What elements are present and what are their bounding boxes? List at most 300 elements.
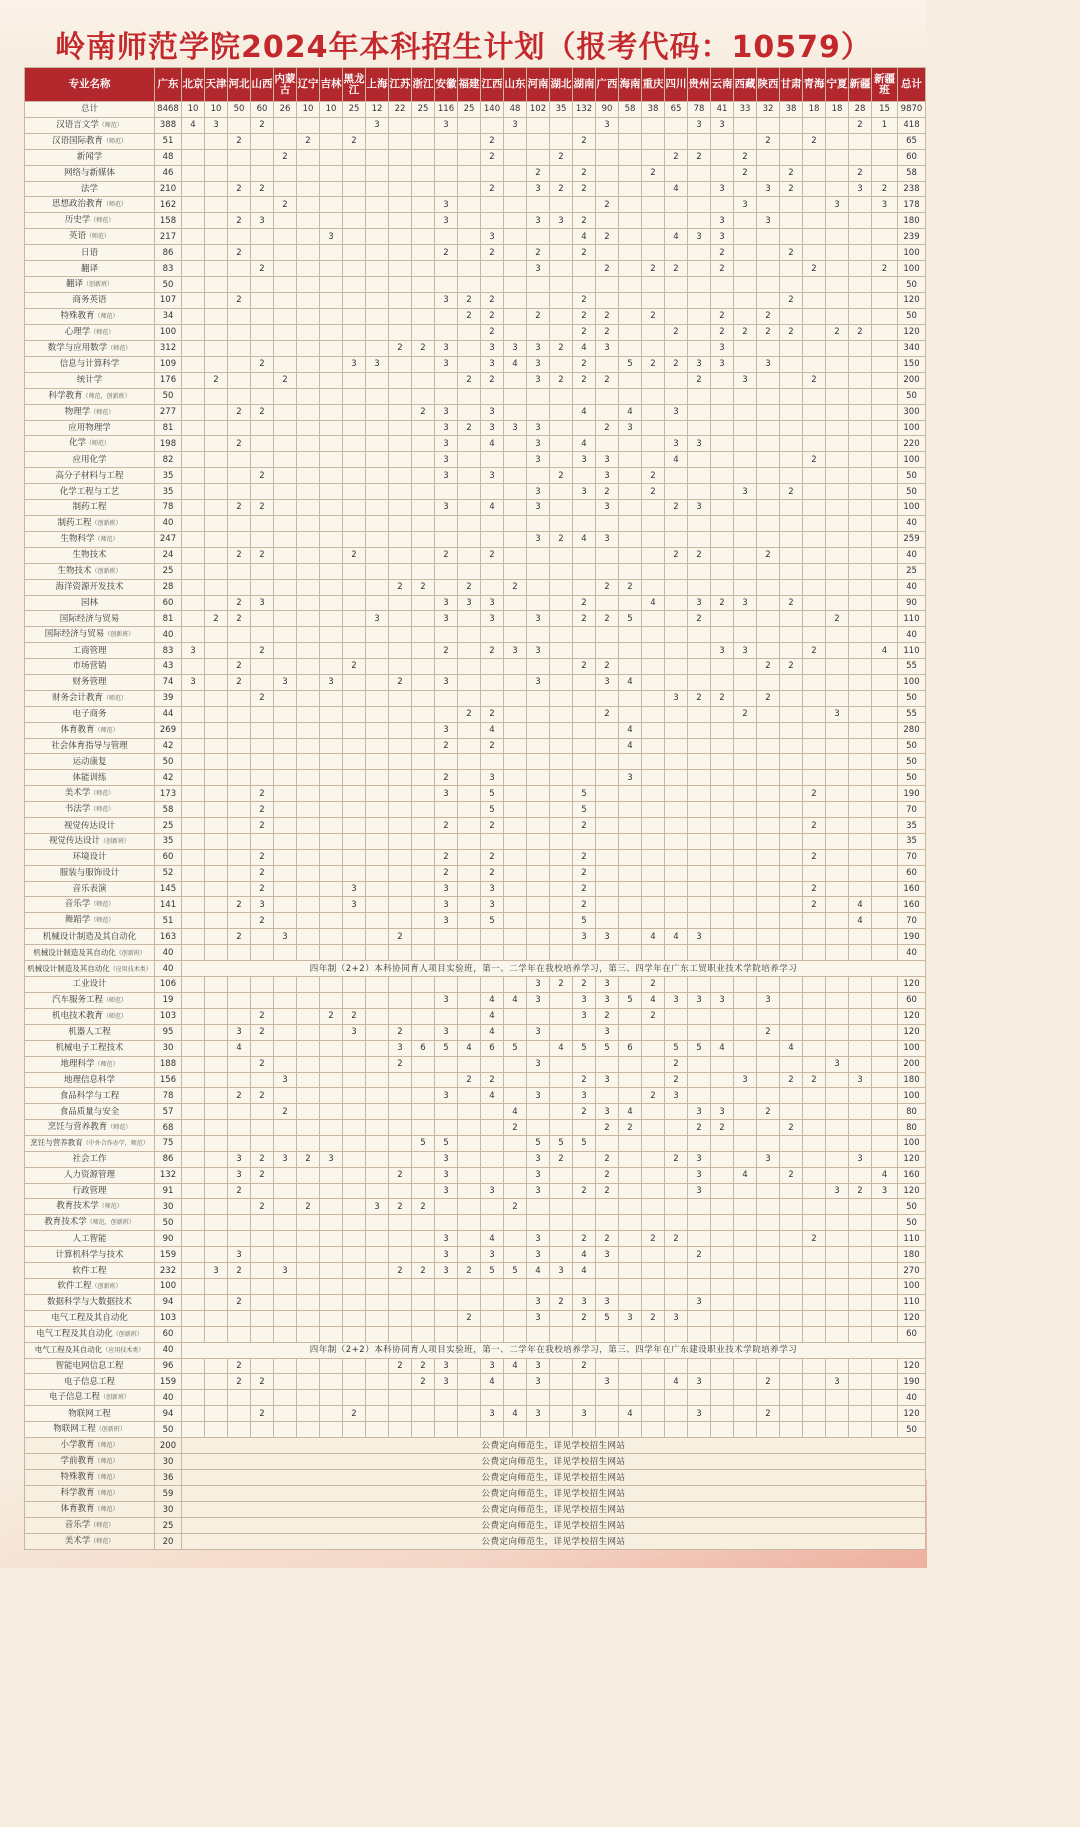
quota-cell (550, 1278, 573, 1294)
quota-cell (366, 1406, 389, 1422)
quota-cell (251, 277, 274, 293)
quota-cell (297, 802, 320, 818)
quota-cell (665, 595, 688, 611)
quota-cell (343, 165, 366, 181)
quota-cell (665, 1024, 688, 1040)
quota-cell (297, 293, 320, 309)
table-row (25, 1199, 926, 1215)
quota-cell: 103 (155, 1310, 182, 1326)
quota-cell: 4 (642, 595, 665, 611)
quota-cell (780, 1422, 803, 1438)
quota-cell (619, 659, 642, 675)
quota-cell (665, 468, 688, 484)
quota-cell (481, 1056, 504, 1072)
quota-cell (849, 1024, 872, 1040)
quota-cell (481, 690, 504, 706)
quota-cell (757, 1088, 780, 1104)
quota-cell: 3 (435, 786, 458, 802)
quota-cell: 28 (155, 579, 182, 595)
quota-cell (573, 149, 596, 165)
quota-cell (481, 929, 504, 945)
quota-cell (872, 356, 898, 372)
quota-cell (826, 1326, 849, 1342)
quota-cell (642, 149, 665, 165)
quota-cell: 4 (550, 1040, 573, 1056)
quota-cell: 2 (573, 213, 596, 229)
major-suffix: （创新班） (95, 1426, 126, 1434)
quota-cell (481, 833, 504, 849)
quota-cell (228, 913, 251, 929)
quota-cell (412, 149, 435, 165)
table-row (25, 1294, 926, 1310)
quota-cell (642, 738, 665, 754)
quota-cell: 2 (642, 977, 665, 993)
quota-cell (182, 977, 205, 993)
table-row (25, 1454, 926, 1470)
quota-cell: 2 (803, 818, 826, 834)
quota-cell: 3 (596, 499, 619, 515)
major-name-cell (25, 1438, 155, 1454)
row-total-cell: 70 (898, 802, 926, 818)
table-row (25, 706, 926, 722)
major-suffix: （师范） (107, 344, 132, 352)
major-name: 人工智能 (72, 1233, 107, 1244)
quota-cell (872, 229, 898, 245)
quota-cell (803, 404, 826, 420)
quota-cell (550, 611, 573, 627)
major-name-cell (25, 913, 155, 929)
quota-cell (711, 1294, 734, 1310)
quota-cell (504, 1167, 527, 1183)
major-name-cell (25, 818, 155, 834)
quota-cell (343, 1136, 366, 1152)
quota-cell (343, 1040, 366, 1056)
quota-cell (734, 754, 757, 770)
quota-cell: 2 (228, 133, 251, 149)
quota-cell: 3 (435, 1167, 458, 1183)
quota-cell (366, 754, 389, 770)
quota-cell (596, 1056, 619, 1072)
quota-cell (757, 786, 780, 802)
quota-cell (803, 977, 826, 993)
quota-cell: 4 (527, 1263, 550, 1279)
major-name-cell (25, 611, 155, 627)
quota-cell (849, 1310, 872, 1326)
quota-cell (481, 515, 504, 531)
quota-cell: 2 (780, 324, 803, 340)
quota-cell (366, 1231, 389, 1247)
quota-cell (435, 1406, 458, 1422)
quota-cell (343, 1120, 366, 1136)
column-header-region: 吉林 (320, 68, 343, 102)
quota-cell: 2 (274, 1104, 297, 1120)
quota-cell (366, 1183, 389, 1199)
quota-cell (205, 881, 228, 897)
quota-cell (711, 1358, 734, 1374)
quota-cell (665, 1326, 688, 1342)
quota-cell: 3 (665, 992, 688, 1008)
quota-cell: 4 (504, 992, 527, 1008)
quota-cell (389, 1151, 412, 1167)
quota-cell (412, 1247, 435, 1263)
quota-cell: 3 (527, 531, 550, 547)
quota-cell (711, 818, 734, 834)
table-row (25, 1263, 926, 1279)
quota-cell (757, 165, 780, 181)
quota-cell (619, 802, 642, 818)
major-name-cell (25, 627, 155, 643)
quota-cell (803, 1008, 826, 1024)
quota-cell (251, 1231, 274, 1247)
row-total-cell: 120 (898, 324, 926, 340)
quota-cell (711, 929, 734, 945)
quota-cell (320, 977, 343, 993)
quota-cell: 3 (826, 1183, 849, 1199)
quota-cell (458, 229, 481, 245)
quota-cell (205, 245, 228, 261)
quota-cell: 4 (665, 452, 688, 468)
quota-cell (343, 531, 366, 547)
quota-cell: 2 (435, 245, 458, 261)
quota-cell: 2 (228, 1263, 251, 1279)
row-total-cell: 110 (898, 1294, 926, 1310)
quota-cell: 3 (596, 468, 619, 484)
quota-cell (366, 849, 389, 865)
quota-cell (711, 738, 734, 754)
quota-cell (849, 1215, 872, 1231)
quota-cell (757, 706, 780, 722)
quota-cell (550, 133, 573, 149)
row-total-cell: 160 (898, 897, 926, 913)
row-total-cell: 60 (898, 865, 926, 881)
quota-cell (343, 722, 366, 738)
quota-cell: 8468 (155, 102, 182, 118)
quota-cell (872, 213, 898, 229)
quota-cell (412, 929, 435, 945)
quota-cell (412, 1072, 435, 1088)
quota-cell (274, 1183, 297, 1199)
quota-cell: 2 (665, 1056, 688, 1072)
quota-cell: 50 (155, 1215, 182, 1231)
quota-cell: 2 (550, 1294, 573, 1310)
quota-cell (297, 1263, 320, 1279)
major-suffix: （师范） (90, 328, 115, 336)
total-row (25, 102, 926, 118)
quota-cell (435, 261, 458, 277)
quota-cell (619, 213, 642, 229)
quota-cell (757, 897, 780, 913)
quota-cell (734, 738, 757, 754)
quota-cell (573, 833, 596, 849)
quota-cell (320, 786, 343, 802)
quota-cell (550, 1358, 573, 1374)
quota-cell (550, 627, 573, 643)
major-name-cell (25, 786, 155, 802)
quota-cell: 2 (435, 849, 458, 865)
table-row (25, 1342, 926, 1358)
quota-cell (251, 420, 274, 436)
quota-cell (389, 992, 412, 1008)
quota-cell: 3 (435, 197, 458, 213)
major-name: 商务英语 (72, 295, 107, 306)
major-name: 法学 (80, 183, 98, 194)
quota-cell (803, 1088, 826, 1104)
quota-cell (297, 213, 320, 229)
quota-cell (711, 197, 734, 213)
quota-cell (872, 277, 898, 293)
quota-cell: 5 (573, 786, 596, 802)
quota-cell: 4 (504, 1358, 527, 1374)
quota-cell (182, 1247, 205, 1263)
quota-cell (757, 515, 780, 531)
quota-cell: 2 (228, 897, 251, 913)
quota-cell (504, 849, 527, 865)
quota-cell (849, 1326, 872, 1342)
quota-cell (504, 1390, 527, 1406)
quota-cell (320, 1390, 343, 1406)
quota-cell (320, 849, 343, 865)
quota-cell (642, 579, 665, 595)
column-header-region: 北京 (182, 68, 205, 102)
quota-cell (274, 563, 297, 579)
row-total-cell: 180 (898, 1072, 926, 1088)
quota-cell: 2 (412, 404, 435, 420)
quota-cell (780, 674, 803, 690)
guangdong-cell: 40 (155, 1342, 182, 1358)
quota-cell (803, 1136, 826, 1152)
quota-cell (596, 754, 619, 770)
quota-cell (573, 1167, 596, 1183)
major-suffix: （师范，创新班） (82, 392, 131, 400)
quota-cell: 3 (872, 1183, 898, 1199)
quota-cell (688, 913, 711, 929)
quota-cell: 2 (573, 293, 596, 309)
quota-cell (711, 611, 734, 627)
quota-cell (481, 1310, 504, 1326)
quota-cell (573, 643, 596, 659)
quota-cell (642, 1326, 665, 1342)
quota-cell (458, 1008, 481, 1024)
quota-cell: 2 (251, 499, 274, 515)
quota-cell: 2 (573, 1358, 596, 1374)
quota-cell (504, 436, 527, 452)
quota-cell: 3 (504, 117, 527, 133)
quota-cell (803, 1310, 826, 1326)
quota-cell (320, 1374, 343, 1390)
major-name: 化学 (68, 438, 86, 449)
quota-cell: 2 (757, 133, 780, 149)
quota-cell (504, 149, 527, 165)
quota-cell (734, 436, 757, 452)
quota-cell (665, 484, 688, 500)
quota-cell (826, 913, 849, 929)
quota-cell (458, 690, 481, 706)
quota-cell: 35 (155, 468, 182, 484)
quota-cell (458, 181, 481, 197)
quota-cell (366, 1263, 389, 1279)
quota-cell: 2 (665, 261, 688, 277)
major-name: 工商管理 (72, 645, 107, 656)
quota-cell (228, 643, 251, 659)
quota-cell: 2 (228, 1183, 251, 1199)
quota-cell: 103 (155, 1008, 182, 1024)
quota-cell: 2 (573, 372, 596, 388)
quota-cell (757, 229, 780, 245)
quota-cell (458, 1374, 481, 1390)
quota-cell: 2 (573, 1310, 596, 1326)
quota-cell (573, 579, 596, 595)
quota-cell (504, 833, 527, 849)
quota-cell (343, 388, 366, 404)
quota-cell (435, 1310, 458, 1326)
quota-cell: 2 (274, 197, 297, 213)
major-name: 物联网工程 (53, 1424, 96, 1435)
quota-cell (182, 1024, 205, 1040)
quota-cell (619, 563, 642, 579)
quota-cell (504, 531, 527, 547)
quota-cell: 2 (251, 1151, 274, 1167)
quota-cell (366, 674, 389, 690)
quota-cell: 2 (435, 547, 458, 563)
quota-cell (412, 133, 435, 149)
quota-cell (297, 770, 320, 786)
quota-cell (251, 1247, 274, 1263)
quota-cell (435, 229, 458, 245)
column-header-region: 广西 (596, 68, 619, 102)
quota-cell: 2 (596, 229, 619, 245)
quota-cell (826, 117, 849, 133)
major-name-cell (25, 1072, 155, 1088)
quota-cell (320, 1056, 343, 1072)
quota-cell (826, 1422, 849, 1438)
quota-cell (435, 833, 458, 849)
row-total-cell: 55 (898, 706, 926, 722)
quota-cell (826, 643, 849, 659)
quota-cell (780, 611, 803, 627)
quota-cell (412, 484, 435, 500)
quota-cell (458, 1024, 481, 1040)
quota-cell (297, 913, 320, 929)
quota-cell (780, 1215, 803, 1231)
quota-cell: 2 (573, 881, 596, 897)
quota-cell (320, 436, 343, 452)
quota-cell: 198 (155, 436, 182, 452)
quota-cell (573, 627, 596, 643)
quota-cell: 4 (573, 436, 596, 452)
quota-cell (780, 277, 803, 293)
major-name-cell (25, 897, 155, 913)
quota-cell (297, 1024, 320, 1040)
quota-cell (596, 595, 619, 611)
quota-cell: 140 (481, 102, 504, 118)
quota-cell (872, 324, 898, 340)
quota-cell (251, 611, 274, 627)
quota-cell (389, 547, 412, 563)
quota-cell: 3 (596, 452, 619, 468)
quota-cell: 2 (251, 117, 274, 133)
table-row (25, 929, 926, 945)
quota-cell: 2 (251, 356, 274, 372)
quota-cell: 3 (711, 1104, 734, 1120)
quota-cell (251, 1390, 274, 1406)
quota-cell (228, 324, 251, 340)
quota-cell (458, 1215, 481, 1231)
quota-cell (688, 388, 711, 404)
quota-cell (251, 659, 274, 675)
quota-cell (182, 531, 205, 547)
column-header-region: 湖南 (573, 68, 596, 102)
quota-cell (573, 1278, 596, 1294)
quota-cell (757, 1358, 780, 1374)
row-total-cell: 120 (898, 1406, 926, 1422)
quota-cell: 2 (642, 261, 665, 277)
quota-cell (596, 1326, 619, 1342)
quota-cell (872, 1374, 898, 1390)
quota-cell (412, 722, 435, 738)
quota-cell (826, 229, 849, 245)
quota-cell (320, 643, 343, 659)
quota-cell (366, 404, 389, 420)
major-name-cell (25, 1406, 155, 1422)
quota-cell (412, 992, 435, 1008)
quota-cell (504, 977, 527, 993)
major-name: 特殊教育 (60, 1472, 95, 1483)
quota-cell: 3 (527, 213, 550, 229)
quota-cell (849, 484, 872, 500)
quota-cell (366, 1326, 389, 1342)
quota-cell (412, 1120, 435, 1136)
quota-cell (619, 706, 642, 722)
quota-cell: 2 (573, 324, 596, 340)
quota-cell: 2 (481, 643, 504, 659)
quota-cell (320, 308, 343, 324)
quota-cell: 3 (343, 1024, 366, 1040)
quota-cell (481, 627, 504, 643)
quota-cell (366, 563, 389, 579)
quota-cell (320, 563, 343, 579)
quota-cell (550, 913, 573, 929)
quota-cell (320, 913, 343, 929)
quota-cell (504, 913, 527, 929)
table-row (25, 913, 926, 929)
quota-cell (527, 738, 550, 754)
quota-cell (688, 1088, 711, 1104)
quota-cell (665, 977, 688, 993)
table-row (25, 1008, 926, 1024)
quota-cell (274, 547, 297, 563)
quota-cell (550, 1231, 573, 1247)
quota-cell (251, 133, 274, 149)
quota-cell: 2 (688, 1120, 711, 1136)
quota-cell (550, 1406, 573, 1422)
quota-cell (757, 245, 780, 261)
quota-cell (596, 277, 619, 293)
quota-cell (366, 420, 389, 436)
quota-cell (849, 849, 872, 865)
quota-cell (389, 1326, 412, 1342)
major-name: 学前教育 (60, 1456, 95, 1467)
major-name-cell (25, 674, 155, 690)
major-name-cell (25, 197, 155, 213)
quota-cell: 2 (435, 770, 458, 786)
quota-cell: 4 (573, 1247, 596, 1263)
quota-cell (527, 849, 550, 865)
quota-cell (343, 468, 366, 484)
quota-cell: 3 (596, 1374, 619, 1390)
quota-cell (320, 1136, 343, 1152)
table-row (25, 786, 926, 802)
quota-cell: 217 (155, 229, 182, 245)
